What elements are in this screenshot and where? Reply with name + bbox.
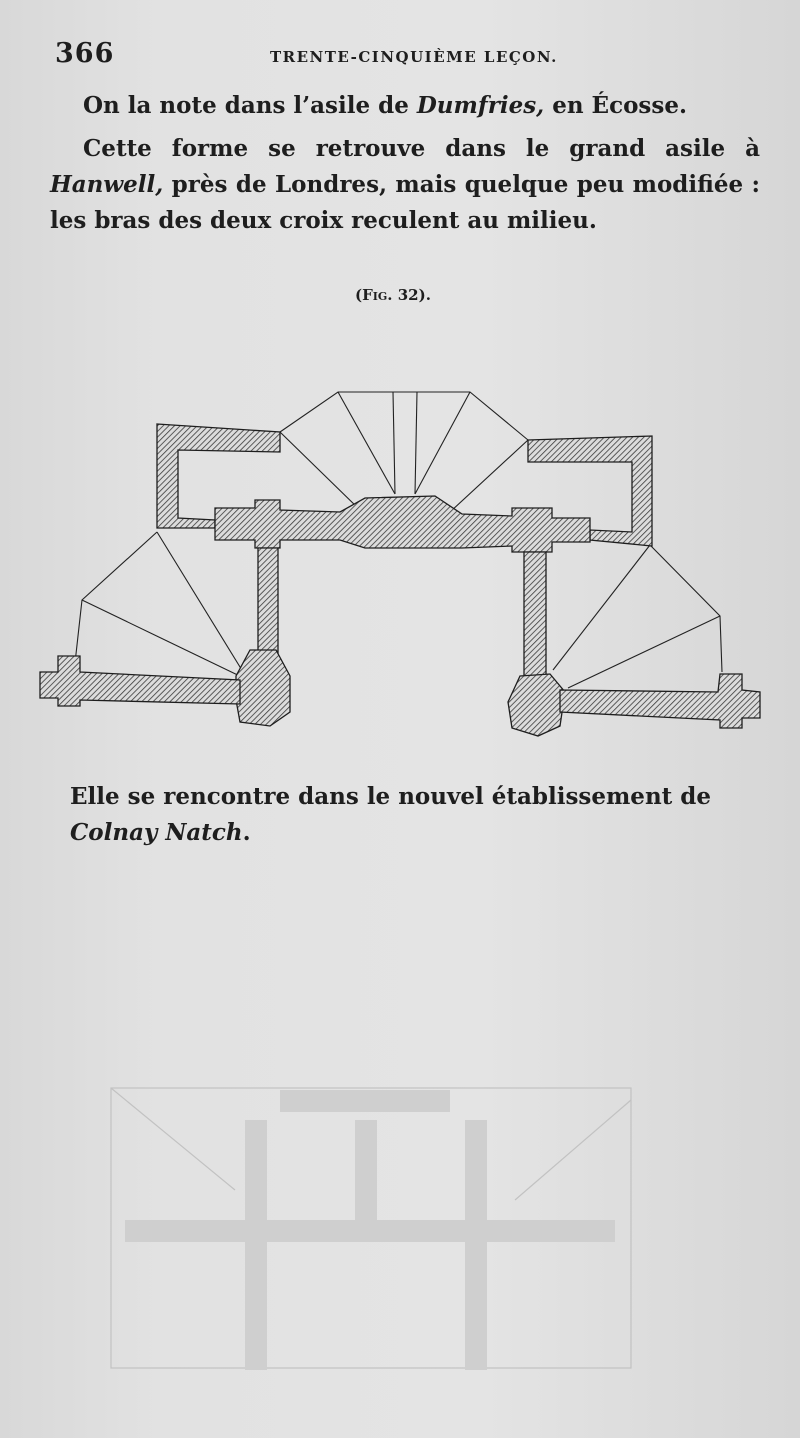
- page-header: [55, 38, 755, 78]
- running-head: TRENTE-CINQUIÈME LEÇON.: [270, 48, 558, 66]
- caption-number: . 32).: [387, 286, 431, 304]
- left-lower-arm: [40, 656, 240, 706]
- central-corridor: [215, 496, 590, 552]
- p3-place-name: Colnay Natch: [70, 819, 243, 846]
- p3-text-before: Elle se rencontre dans le nouvel établissement de: [70, 783, 712, 810]
- p1-text-before: On la note dans l’asile de: [83, 92, 417, 119]
- floor-plan-figure: [0, 380, 800, 760]
- right-vertical-wing: [524, 552, 546, 680]
- paragraph-dumfries: [83, 88, 773, 124]
- caption-open: (F: [355, 286, 373, 304]
- right-lower-node: [508, 674, 565, 736]
- caption-smallcaps: IG: [372, 290, 388, 303]
- p3-text-after: .: [242, 819, 251, 846]
- figure-caption: [355, 286, 431, 304]
- page-number: 366: [55, 38, 115, 69]
- p1-place-name: Dumfries,: [416, 92, 545, 119]
- p2-text-before: Cette forme se retrouve dans le grand asile à: [83, 135, 760, 162]
- right-lower-arm: [560, 674, 760, 728]
- left-lower-node: [236, 650, 290, 726]
- bleed-through-plan: [105, 1080, 645, 1390]
- left-vertical-wing: [258, 548, 278, 665]
- paragraph-colnay-natch: [70, 779, 770, 851]
- plan-building-walls: [40, 424, 760, 736]
- p1-text-after: en Écosse.: [544, 92, 687, 119]
- p2-text-after: près de Londres, mais quelque peu modifiée : les bras des deux croix reculent au milieu.: [50, 171, 760, 234]
- paragraph-hanwell: [50, 131, 760, 239]
- p2-place-name: Hanwell,: [50, 171, 164, 198]
